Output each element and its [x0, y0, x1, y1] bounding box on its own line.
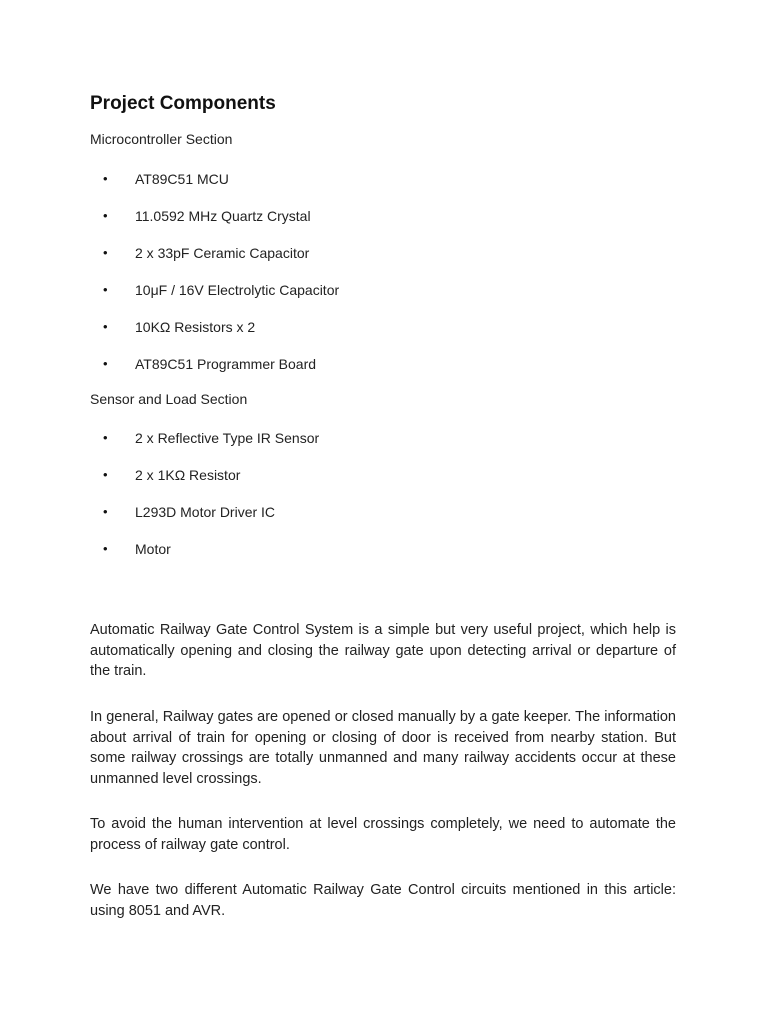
list-item-text: AT89C51 MCU: [135, 171, 229, 187]
section-label-sensor-load: Sensor and Load Section: [90, 391, 248, 407]
list-item-text: 11.0592 MHz Quartz Crystal: [135, 208, 311, 224]
list-item: [0, 244, 768, 262]
paragraph-background: In general, Railway gates are opened or closed manually by a gate keeper. The information about arrival of train for opening or closing of door is received from nearby station. But some railway crossings are totally unmanned and many railway accidents occur at these unmanned level crossings.: [90, 709, 676, 787]
list-item-text: L293D Motor Driver IC: [135, 504, 276, 520]
list-item-text: AT89C51 Programmer Board: [135, 356, 317, 372]
list-item: [0, 207, 768, 225]
paragraph-intro: Automatic Railway Gate Control System is a simple but very useful project, which help is automatically opening and closing the railway gate upon detecting arrival or departure of the train.: [90, 622, 676, 679]
list-item-text: 2 x Reflective Type IR Sensor: [135, 430, 320, 446]
list-item: [0, 355, 768, 373]
list-item-text: 10KΩ Resistors x 2: [135, 319, 256, 335]
paragraph-automation: To avoid the human intervention at level crossings completely, we need to automate the process of railway gate control.: [90, 816, 676, 853]
list-item: [0, 281, 768, 299]
bullet-icon: •: [103, 356, 108, 371]
bullet-icon: •: [103, 504, 108, 519]
list-item: [0, 503, 768, 521]
document-title: Project Components: [90, 93, 276, 114]
bullet-icon: •: [103, 467, 108, 482]
list-item-text: 2 x 1KΩ Resistor: [135, 467, 241, 483]
list-item-text: Motor: [135, 541, 171, 557]
list-item: [0, 466, 768, 484]
bullet-icon: •: [103, 430, 108, 445]
bullet-icon: •: [103, 541, 108, 556]
section-label-microcontroller: Microcontroller Section: [90, 131, 233, 147]
bullet-icon: •: [103, 208, 108, 223]
list-item: [0, 540, 768, 558]
list-item-text: 10μF / 16V Electrolytic Capacitor: [135, 282, 340, 298]
list-item: [0, 318, 768, 336]
paragraph-circuits: We have two different Automatic Railway Gate Control circuits mentioned in this article: using 8051 and AVR.: [90, 882, 676, 919]
bullet-icon: •: [103, 319, 108, 334]
list-item-text: 2 x 33pF Ceramic Capacitor: [135, 245, 310, 261]
bullet-icon: •: [103, 245, 108, 260]
bullet-icon: •: [103, 171, 108, 186]
bullet-icon: •: [103, 282, 108, 297]
list-item: [0, 170, 768, 188]
list-item: [0, 429, 768, 447]
